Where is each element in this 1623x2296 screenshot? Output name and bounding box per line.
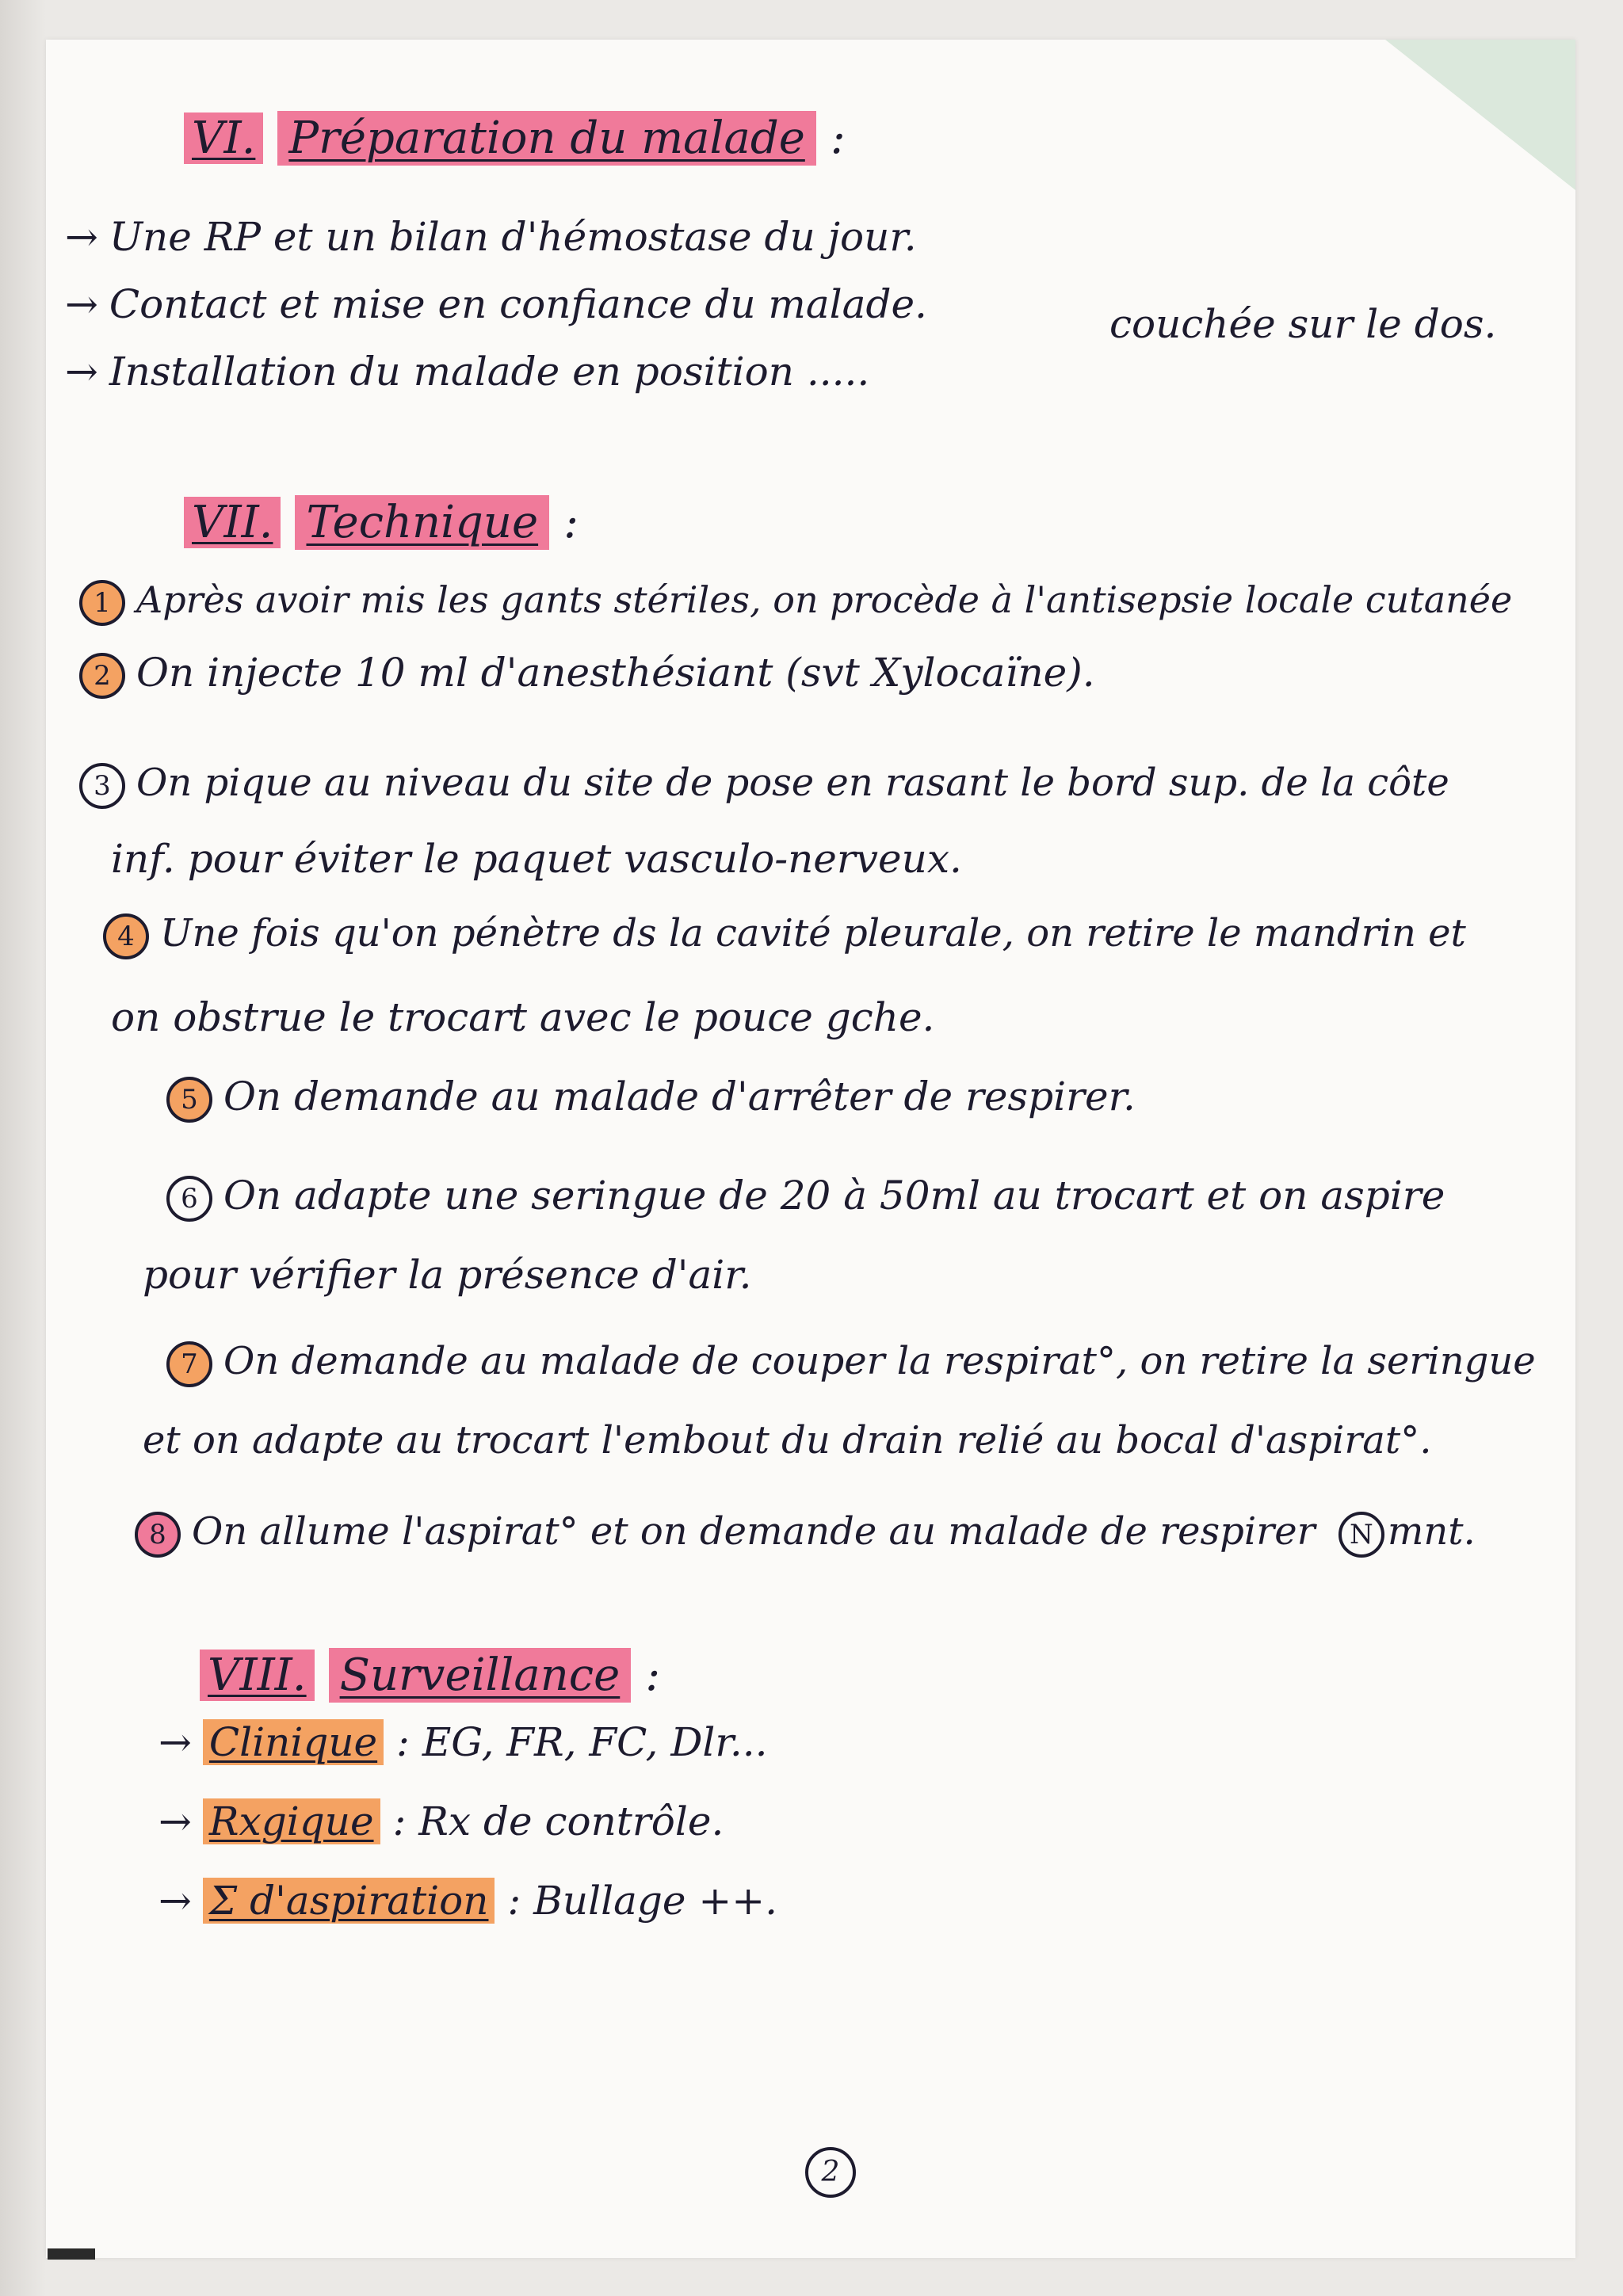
technique-step-5: 5 On demande au malade d'arrêter de respirer. xyxy=(166,1074,1136,1123)
technique-step-6: 6 On adapte une seringue de 20 à 50ml au trocart et on aspire xyxy=(166,1173,1445,1222)
arrow-icon: → xyxy=(65,281,98,327)
page-corner-fold xyxy=(1385,40,1575,190)
step-number: 3 xyxy=(79,763,125,809)
section-title: Technique xyxy=(295,495,549,550)
section-title: Préparation du malade xyxy=(277,111,815,166)
technique-step-3-cont: inf. pour éviter le paquet vasculo-nerveux. xyxy=(111,836,962,882)
list-item: → Une RP et un bilan d'hémostase du jour. xyxy=(65,214,917,260)
arrow-icon: → xyxy=(65,214,98,260)
section-numeral: VII. xyxy=(184,497,281,548)
technique-step-6-cont: pour vérifier la présence d'air. xyxy=(143,1252,752,1298)
step-number: 2 xyxy=(79,653,125,699)
arrow-icon: → xyxy=(158,1878,192,1924)
technique-step-7: 7 On demande au malade de couper la respirat°, on retire la seringue xyxy=(166,1339,1536,1387)
binder-clip xyxy=(48,2248,95,2260)
section-colon: : xyxy=(830,113,846,164)
arrow-icon: → xyxy=(158,1798,192,1844)
step-number: 8 xyxy=(135,1512,181,1558)
surveillance-item-clinique: → Clinique : EG, FR, FC, Dlr... xyxy=(158,1719,768,1765)
normal-symbol: N xyxy=(1338,1512,1384,1558)
page-edge-shadow xyxy=(0,0,46,2296)
list-item: → Installation du malade en position ..... xyxy=(65,349,870,395)
arrow-icon: → xyxy=(158,1719,192,1765)
section-heading-technique xyxy=(184,495,579,550)
section-heading-surveillance xyxy=(200,1648,660,1703)
technique-step-4-cont: on obstrue le trocart avec le pouce gche. xyxy=(111,994,935,1040)
arrow-icon: → xyxy=(65,349,98,395)
step-number: 1 xyxy=(79,580,125,626)
technique-step-1: 1 Après avoir mis les gants stériles, on procède à l'antisepsie locale cutanée xyxy=(79,578,1512,626)
step-number: 6 xyxy=(166,1176,212,1222)
list-item: → Contact et mise en confiance du malade. xyxy=(65,281,927,327)
aside-note: couchée sur le dos. xyxy=(1109,301,1497,347)
section-heading-preparation xyxy=(184,111,846,166)
step-number: 5 xyxy=(166,1077,212,1123)
page-number: 2 xyxy=(805,2147,856,2198)
surveillance-item-radiologique: → Rxgique : Rx de contrôle. xyxy=(158,1798,724,1844)
technique-step-3: 3 On pique au niveau du site de pose en rasant le bord sup. de la côte xyxy=(79,761,1449,809)
step-number: 4 xyxy=(103,913,149,959)
section-numeral: VIII. xyxy=(200,1650,315,1701)
section-numeral: VI. xyxy=(184,113,263,164)
step-number: 7 xyxy=(166,1341,212,1387)
technique-step-7-cont: et on adapte au trocart l'embout du drain relié au bocal d'aspirat°. xyxy=(143,1418,1432,1463)
section-colon: : xyxy=(645,1650,661,1701)
section-colon: : xyxy=(563,497,579,548)
surveillance-item-aspiration: → Σ d'aspiration : Bullage ++. xyxy=(158,1878,778,1924)
technique-step-4: 4 Une fois qu'on pénètre ds la cavité pleurale, on retire le mandrin et xyxy=(103,911,1466,959)
technique-step-2: 2 On injecte 10 ml d'anesthésiant (svt Xylocaïne). xyxy=(79,650,1095,699)
section-title: Surveillance xyxy=(329,1648,632,1703)
technique-step-8: 8 On allume l'aspirat° et on demande au malade de respirer N mnt. xyxy=(135,1509,1476,1558)
